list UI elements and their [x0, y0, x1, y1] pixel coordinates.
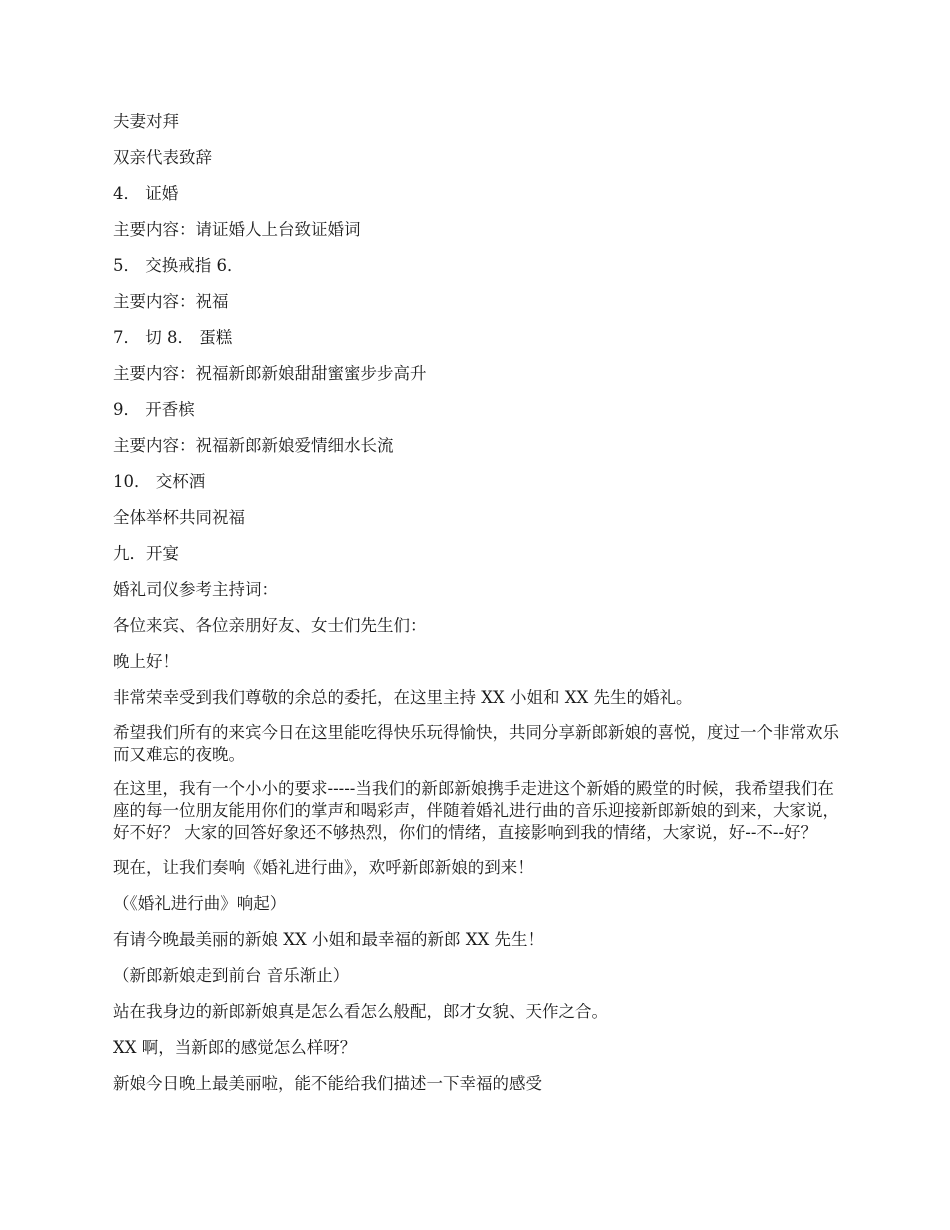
paragraph: 主要内容：祝福新郎新娘爱情细水长流	[113, 436, 394, 455]
paragraph: 新娘今日晚上最美丽啦，能不能给我们描述一下幸福的感受	[113, 1074, 542, 1093]
document-body	[113, 110, 841, 1108]
paragraph: 非常荣幸受到我们尊敬的余总的委托，在这里主持 XX 小姐和 XX 先生的婚礼。	[113, 688, 693, 707]
paragraph: （新郎新娘走到前台 音乐渐止）	[113, 966, 350, 985]
paragraph: 9． 开香槟	[113, 400, 195, 419]
paragraph: XX 啊，当新郎的感觉怎么样呀？	[113, 1038, 357, 1057]
paragraph: 5． 交换戒指 6．	[113, 256, 244, 275]
paragraph: 7． 切 8． 蛋糕	[113, 328, 233, 347]
paragraph: 全体举杯共同祝福	[113, 508, 245, 527]
paragraph: 有请今晚最美丽的新娘 XX 小姐和最幸福的新郎 XX 先生！	[113, 930, 544, 949]
paragraph: 九．开宴	[113, 544, 179, 563]
paragraph: 希望我们所有的来宾今日在这里能吃得快乐玩得愉快，共同分享新郎新娘的喜悦，度过一个非常欢乐而又难忘的夜晚。	[113, 723, 839, 764]
paragraph: 夫妻对拜	[113, 112, 179, 131]
paragraph: 10． 交杯酒	[113, 472, 206, 491]
paragraph: 各位来宾、各位亲朋好友、女士们先生们：	[113, 616, 427, 635]
paragraph: 4． 证婚	[113, 184, 179, 203]
paragraph: 主要内容：祝福	[113, 292, 229, 311]
paragraph: 双亲代表致辞	[113, 148, 212, 167]
paragraph: 现在，让我们奏响《婚礼进行曲》，欢呼新郎新娘的到来！	[113, 858, 534, 877]
paragraph: 晚上好！	[113, 652, 179, 671]
paragraph: 站在我身边的新郎新娘真是怎么看怎么般配，郎才女貌、天作之合。	[113, 1002, 608, 1021]
paragraph: （《婚礼进行曲》响起）	[113, 894, 287, 913]
paragraph: 在这里，我有一个小小的要求-----当我们的新郎新娘携手走进这个新婚的殿堂的时候，我希望我们在座的每一位朋友能用你们的掌声和喝彩声，伴随着婚礼进行曲的音乐迎接新郎新娘的到来，大家说，好不好？ 大家的回答好象还不够热烈，你们的情绪，直接影响到我的情绪，大家说，好--不--好？	[113, 779, 839, 842]
paragraph: 婚礼司仪参考主持词：	[113, 580, 278, 599]
paragraph: 主要内容：请证婚人上台致证婚词	[113, 220, 361, 239]
paragraph: 主要内容：祝福新郎新娘甜甜蜜蜜步步高升	[113, 364, 427, 383]
